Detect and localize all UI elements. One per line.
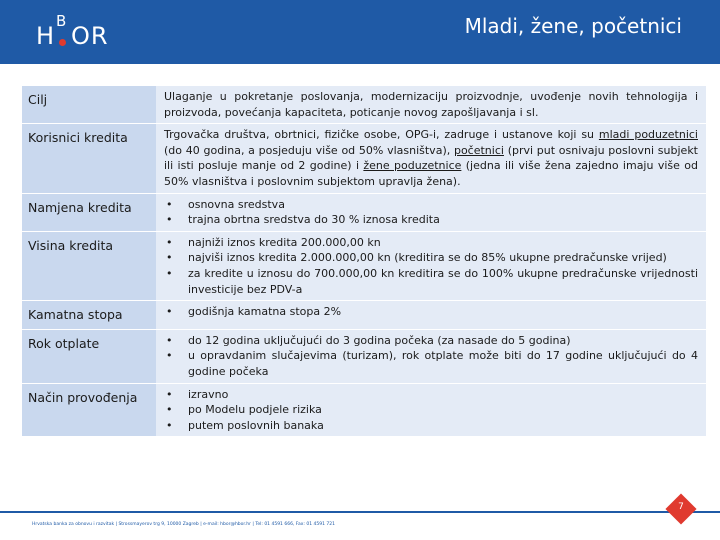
list-item: • godišnja kamatna stopa 2% bbox=[164, 304, 698, 320]
row-label: Visina kredita bbox=[22, 231, 156, 300]
row-value bbox=[156, 231, 706, 300]
row-value bbox=[156, 193, 706, 231]
list-item: • izravno bbox=[164, 387, 698, 403]
text-segment: (do 40 godina, a posjeduju više od 50% vlasništva), bbox=[164, 143, 454, 157]
list-item: • u opravdanim slučajevima (turizam), rok otplate može biti do 17 godine uključujući do 4 godine počeka bbox=[164, 348, 698, 379]
text-segment: Trgovačka društva, obrtnici, fizičke osobe, OPG-i, zadruge i ustanove koji su bbox=[164, 128, 599, 142]
row-label: Rok otplate bbox=[22, 329, 156, 383]
underlined-term: žene poduzetnice bbox=[363, 159, 462, 173]
row-kamatna bbox=[22, 301, 706, 330]
bullet-list bbox=[164, 304, 698, 320]
list-item: • po Modelu podjele rizika bbox=[164, 402, 698, 418]
row-value: Ulaganje u pokretanje poslovanja, modernizaciju proizvodnje, uvođenje novih tehnologija i proizvoda, povećanja kapaciteta, poticanje novog zapošljavanja i sl. bbox=[156, 86, 706, 124]
list-item: • putem poslovnih banaka bbox=[164, 418, 698, 434]
row-nacin bbox=[22, 383, 706, 437]
text-segment: (prvi put osnivaju poslovni subjekt ili isti posluje manje od 2 godine) i bbox=[164, 143, 698, 173]
row-rok bbox=[22, 329, 706, 383]
row-visina bbox=[22, 231, 706, 300]
row-value bbox=[156, 301, 706, 330]
row-value bbox=[156, 329, 706, 383]
list-item: • za kredite u iznosu do 700.000,00 kn kreditira se do 100% ukupne predračunske vrijednosti investicije bez PDV-a bbox=[164, 266, 698, 297]
loan-info-table bbox=[22, 86, 706, 437]
row-label: Korisnici kredita bbox=[22, 124, 156, 193]
underlined-term: mladi poduzetnici bbox=[598, 128, 698, 142]
text-segment: (jedna ili više žena zajedno imaju više od 50% vlasništva i poslovnim subjektom upravlja žena). bbox=[164, 159, 698, 188]
list-item: • osnovna sredstva bbox=[164, 197, 698, 213]
bullet-list bbox=[164, 387, 698, 434]
row-label: Cilj bbox=[22, 86, 156, 124]
logo-letter-b: B bbox=[56, 12, 67, 30]
bullet-list bbox=[164, 235, 698, 297]
header-bar bbox=[0, 0, 720, 64]
hbor-logo bbox=[36, 12, 126, 52]
bullet-list bbox=[164, 197, 698, 228]
bullet-list bbox=[164, 333, 698, 380]
list-item: • trajna obrtna sredstva do 30 % iznosa kredita bbox=[164, 212, 698, 228]
page-number: 7 bbox=[678, 502, 684, 512]
row-label: Namjena kredita bbox=[22, 193, 156, 231]
row-label: Kamatna stopa bbox=[22, 301, 156, 330]
list-item: • do 12 godina uključujući do 3 godina počeka (za nasade do 5 godina) bbox=[164, 333, 698, 349]
logo-letters-or: OR bbox=[71, 22, 109, 50]
row-value bbox=[156, 124, 706, 193]
list-item: • najviši iznos kredita 2.000.000,00 kn (kreditira se do 85% ukupne predračunske vrijed) bbox=[164, 250, 698, 266]
row-namjena bbox=[22, 193, 706, 231]
list-item: • najniži iznos kredita 200.000,00 kn bbox=[164, 235, 698, 251]
footer-contact-text: Hrvatska banka za obnovu i razvitak | Strossmayerov trg 9, 10000 Zagreb | e-mail: hbor@hbor.hr | Tel: 01 4591 666, Fax: 01 4591 721 bbox=[32, 522, 335, 527]
slide-title: Mladi, žene, početnici bbox=[464, 14, 682, 38]
underlined-term: početnici bbox=[453, 143, 504, 157]
row-value bbox=[156, 383, 706, 437]
row-cilj bbox=[22, 86, 706, 124]
row-korisnici bbox=[22, 124, 706, 193]
footer-divider bbox=[0, 511, 720, 513]
logo-letter-h: H bbox=[36, 22, 56, 50]
logo-dot-icon bbox=[59, 39, 66, 46]
row-label: Način provođenja bbox=[22, 383, 156, 437]
